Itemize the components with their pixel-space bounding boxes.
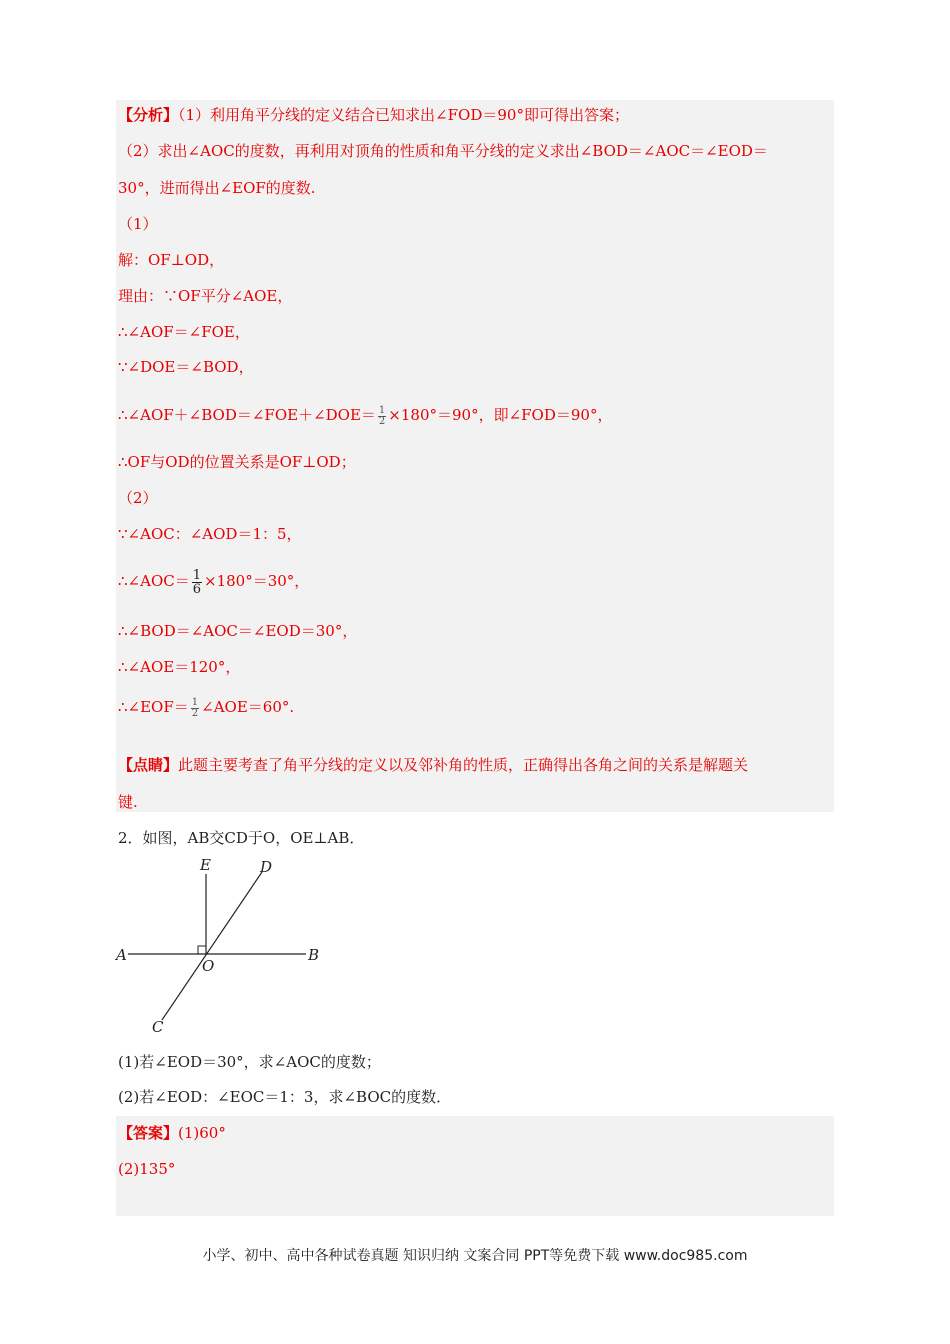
solution-step-11: ∴∠EOF＝ $\frac{1}{2}$ ∠AOE＝60°. bbox=[118, 696, 295, 719]
fraction-sixth: $\frac{1}{6}$ bbox=[192, 567, 202, 597]
label-c: C bbox=[152, 1018, 164, 1036]
solution-step-5: ∴∠AOF＋∠BOD＝∠FOE＋∠DOE＝ $\frac{1}{2}$ ×180°＝90°，即∠FOD＝90°， bbox=[118, 404, 613, 427]
problem2-stem: 2．如图，AB交CD于O，OE⊥AB． bbox=[118, 829, 365, 847]
solution-step-2: 理由：∵OF平分∠AOE， bbox=[118, 287, 293, 305]
solution-step-3: ∴∠AOF＝∠FOE， bbox=[118, 323, 250, 341]
fraction-half-2: $\frac{1}{2}$ bbox=[191, 696, 199, 719]
page-footer: 小学、初中、高中各种试卷真题 知识归纳 文案合同 PPT等免费下载 www.doc985.com bbox=[202, 1248, 748, 1264]
geometry-figure bbox=[110, 850, 340, 1040]
fraction-half: $\frac{1}{2}$ bbox=[378, 404, 386, 427]
label-a: A bbox=[116, 946, 127, 964]
label-e: E bbox=[200, 856, 211, 874]
comment-line-1: 【点睛】此题主要考查了角平分线的定义以及邻补角的性质，正确得出各角之间的关系是解题关 bbox=[118, 756, 749, 774]
solution-step-1: 解：OF⊥OD， bbox=[118, 251, 225, 269]
answer-line-1: 【答案】(1)60° bbox=[118, 1124, 226, 1142]
analysis-line-2: （2）求出∠AOC的度数，再利用对顶角的性质和角平分线的定义求出∠BOD＝∠AOC＝∠EOD＝ bbox=[118, 142, 768, 160]
solution-part-1: （1） bbox=[118, 215, 158, 233]
solution-part-2: （2） bbox=[118, 489, 158, 507]
line-cd bbox=[162, 872, 262, 1020]
solution-step-6: ∴OF与OD的位置关系是OF⊥OD； bbox=[118, 453, 356, 471]
right-angle-mark bbox=[198, 946, 206, 954]
analysis-line-3: 30°，进而得出∠EOF的度数. bbox=[118, 179, 316, 197]
label-b: B bbox=[308, 946, 320, 964]
label-d: D bbox=[260, 858, 273, 876]
answer-line-2: (2)135° bbox=[118, 1160, 176, 1178]
solution-step-8: ∴∠AOC＝ $\frac{1}{6}$ ×180°＝30°， bbox=[118, 567, 310, 597]
comment-line-2: 键. bbox=[118, 793, 138, 811]
analysis-line-1: 【分析】（1）利用角平分线的定义结合已知求出∠FOD＝90°即可得出答案； bbox=[118, 106, 629, 124]
label-o: O bbox=[202, 957, 215, 975]
question-1: (1)若∠EOD＝30°，求∠AOC的度数； bbox=[118, 1053, 381, 1071]
solution-step-10: ∴∠AOE＝120°， bbox=[118, 658, 241, 676]
solution-step-4: ∵∠DOE＝∠BOD， bbox=[118, 358, 254, 376]
solution-step-7: ∵∠AOC：∠AOD＝1：5， bbox=[118, 525, 302, 543]
solution-step-9: ∴∠BOD＝∠AOC＝∠EOD＝30°， bbox=[118, 622, 358, 640]
question-2: (2)若∠EOD：∠EOC＝1：3，求∠BOC的度数． bbox=[118, 1088, 452, 1106]
